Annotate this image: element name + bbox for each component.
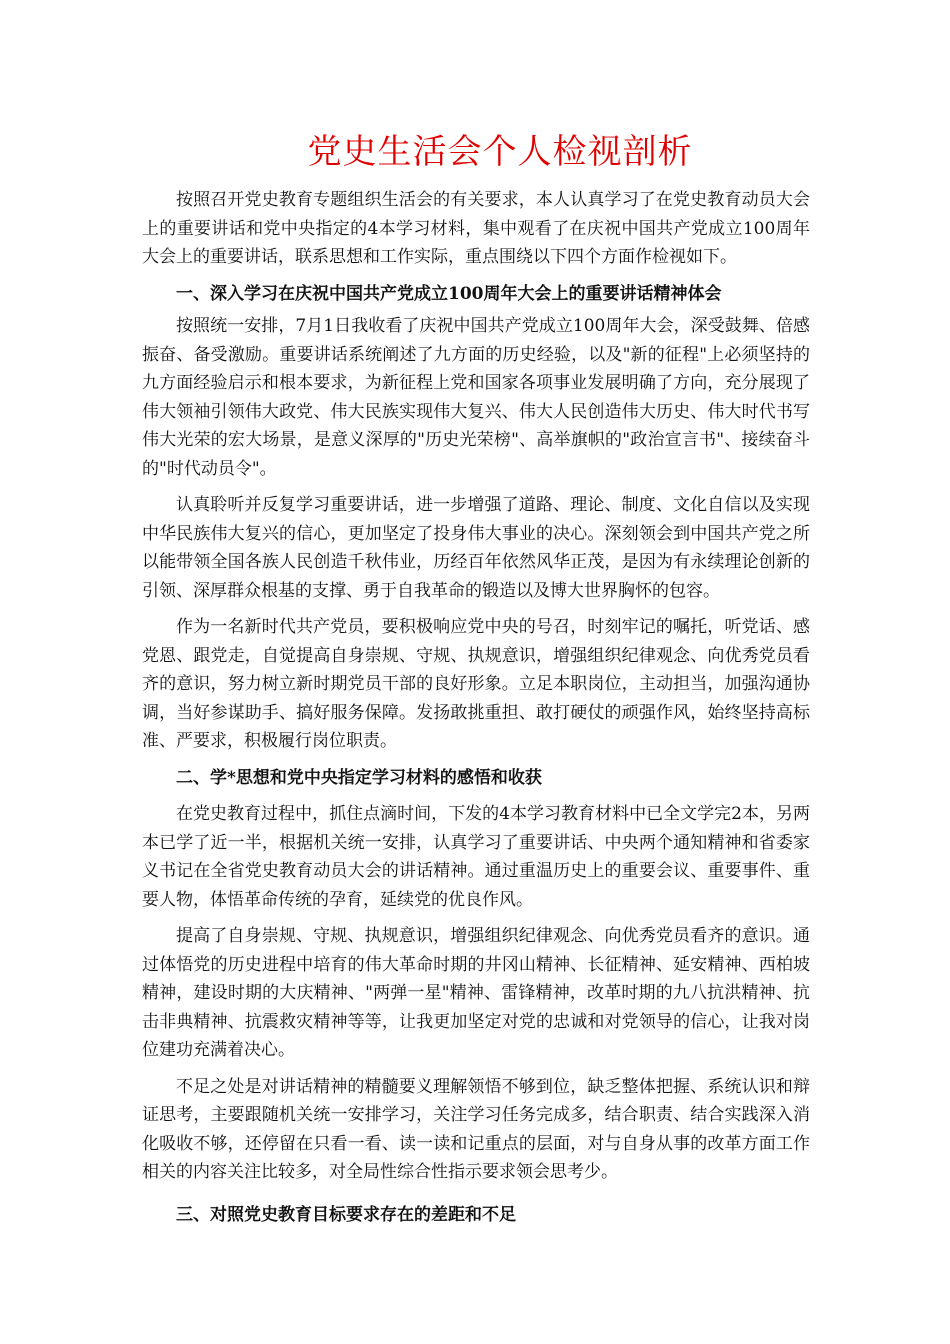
intro-paragraph: 按照召开党史教育专题组织生活会的有关要求，本人认真学习了在党史教育动员大会上的重要讲话和党中央指定的4本学习材料，集中观看了在庆祝中国共产党成立100周年大会上的重要讲话，联系思想和工作实际，重点围绕以下四个方面作检视如下。 bbox=[142, 190, 810, 267]
section-2-paragraph-2: 提高了自身崇规、守规、执规意识，增强组织纪律观念、向优秀党员看齐的意识。通过体悟党的历史进程中培育的伟大革命时期的井冈山精神、长征精神、延安精神、西柏坡精神，建设时期的大庆精神、"两弹一星"精神、雷锋精神，改革时期的九八抗洪精神、抗击非典精神、抗震救灾精神等等，让我更加坚定对党的忠诚和对党领导的信心，让我对岗位建功充满着决心。 bbox=[142, 926, 810, 1060]
section-1-heading: 一、深入学习在庆祝中国共产党成立100周年大会上的重要讲话精神体会 bbox=[176, 283, 722, 304]
section-2-heading: 二、学*思想和党中央指定学习材料的感悟和收获 bbox=[176, 767, 542, 788]
document-title: 党史生活会个人检视剖析 bbox=[307, 132, 693, 172]
section-3-heading: 三、对照党史教育目标要求存在的差距和不足 bbox=[176, 1204, 516, 1225]
section-1-paragraph-2: 认真聆听并反复学习重要讲话，进一步增强了道路、理论、制度、文化自信以及实现中华民族伟大复兴的信心，更加坚定了投身伟大事业的决心。深刻领会到中国共产党之所以能带领全国各族人民创造千秋伟业，历经百年依然风华正茂，是因为有永续理论创新的引领、深厚群众根基的支撑、勇于自我革命的锻造以及博大世界胸怀的包容。 bbox=[142, 495, 810, 601]
section-1-paragraph-1: 按照统一安排，7月1日我收看了庆祝中国共产党成立100周年大会，深受鼓舞、倍感振奋、备受激励。重要讲话系统阐述了九方面的历史经验，以及"新的征程"上必须坚持的九方面经验启示和根本要求，为新征程上党和国家各项事业发展明确了方向，充分展现了伟大领袖引领伟大政党、伟大民族实现伟大复兴、伟大人民创造伟大历史、伟大时代书写伟大光荣的宏大场景，是意义深厚的"历史光荣榜"、高举旗帜的"政治宣言书"、接续奋斗的"时代动员令"。 bbox=[142, 316, 810, 479]
section-2-paragraph-1: 在党史教育过程中，抓住点滴时间，下发的4本学习教育材料中已全文学完2本，另两本已学了近一半，根据机关统一安排，认真学习了重要讲话、中央两个通知精神和省委家义书记在全省党史教育动员大会的讲话精神。通过重温历史上的重要会议、重要事件、重要人物，体悟革命传统的孕育，延续党的优良作风。 bbox=[142, 804, 810, 910]
document-body bbox=[142, 186, 810, 1237]
section-2-paragraph-3: 不足之处是对讲话精神的精髓要义理解领悟不够到位，缺乏整体把握、系统认识和辩证思考，主要跟随机关统一安排学习，关注学习任务完成多，结合职责、结合实践深入消化吸收不够，还停留在只看一看、读一读和记重点的层面，对与自身从事的改革方面工作相关的内容关注比较多，对全局性综合性指示要求领会思考少。 bbox=[142, 1076, 810, 1182]
section-1-paragraph-3: 作为一名新时代共产党员，要积极响应党中央的号召，时刻牢记的嘱托，听党话、感党恩、跟党走，自觉提高自身崇规、守规、执规意识，增强组织纪律观念、向优秀党员看齐的意识，努力树立新时期党员干部的良好形象。立足本职岗位，主动担当，加强沟通协调，当好参谋助手、搞好服务保障。发扬敢挑重担、敢打硬仗的顽强作风，始终坚持高标准、严要求，积极履行岗位职责。 bbox=[142, 617, 810, 751]
